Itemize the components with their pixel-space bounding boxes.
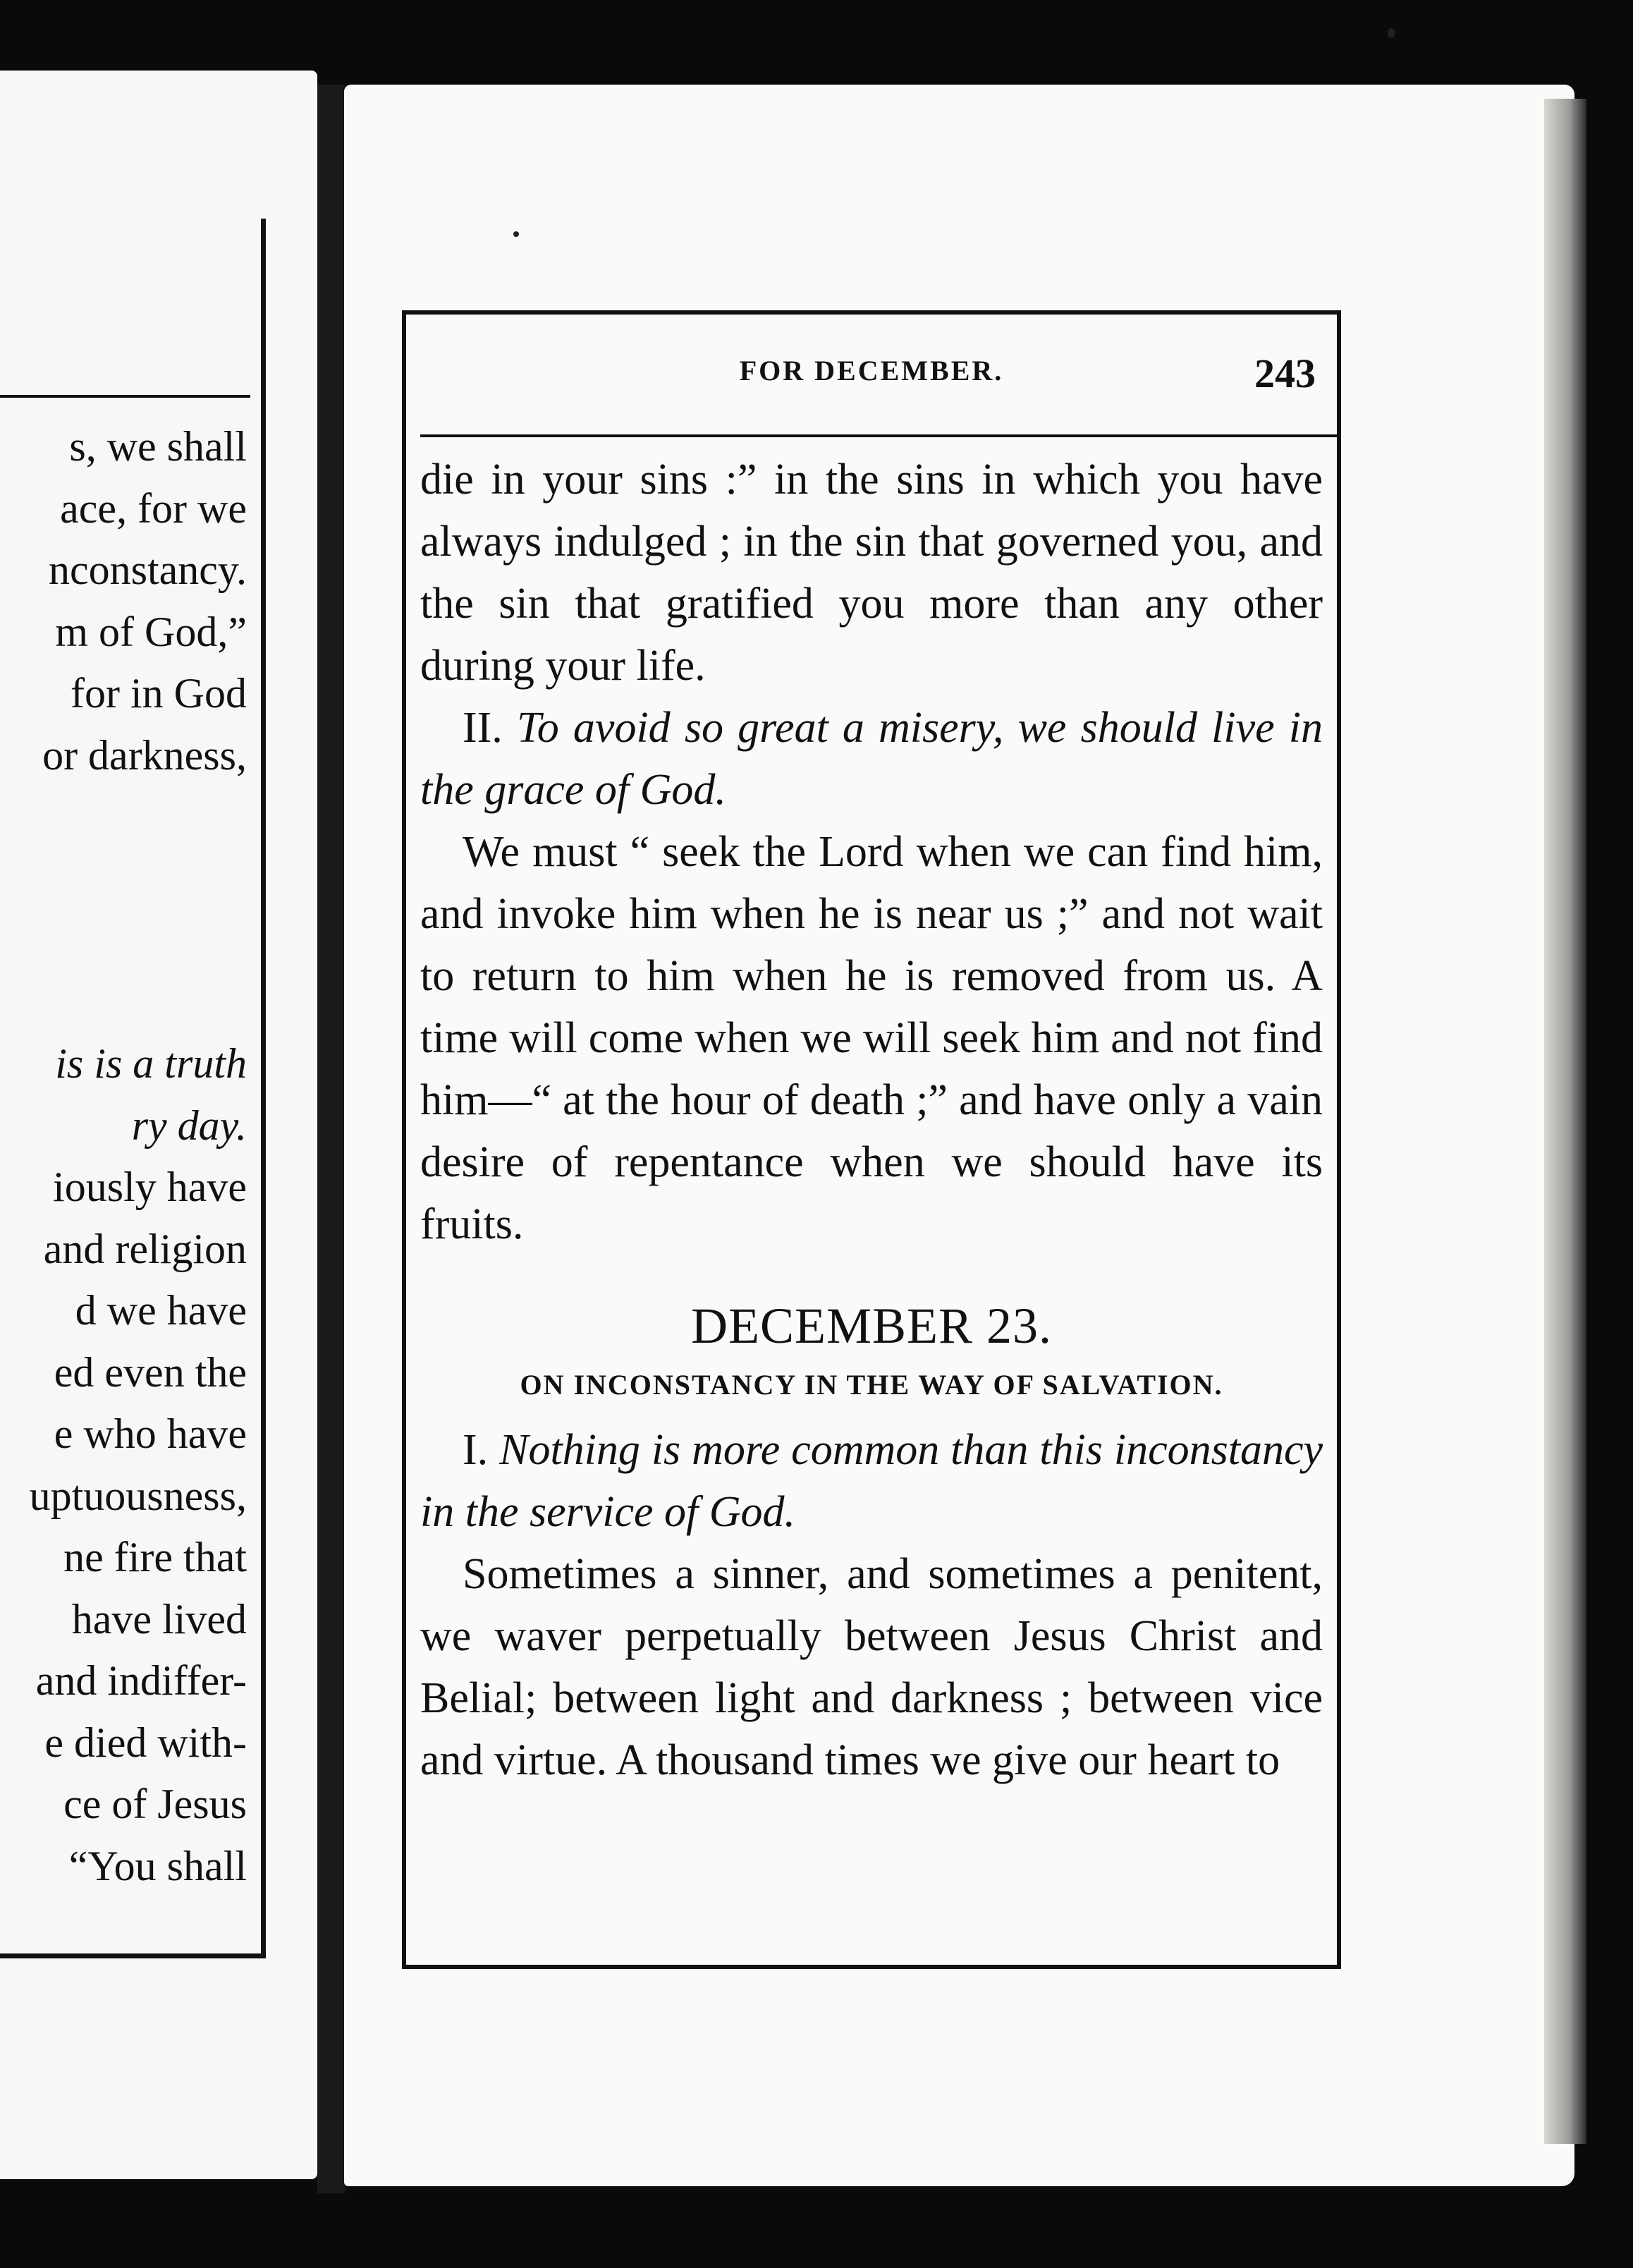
section-one-heading (420, 1419, 1323, 1543)
left-page-line: iously have (53, 1164, 247, 1210)
day-title: DECEMBER 23. (690, 1298, 1053, 1354)
left-page-line: ed even the (54, 1348, 247, 1396)
left-page-line: for in God (71, 670, 247, 717)
left-page-line: ry day. (131, 1102, 247, 1149)
paragraph-seek-the-lord: We must “ seek the Lord when we can find him, and invoke him when he is near us ;” and not wait to return to him when he is removed from us. A time will come when we will seek him and not find him—“ at the hour of death ;” and have only a vain desire of repentance when we should have its fruits. (420, 828, 1323, 1248)
meditation-subtitle: ON INCONSTANCY IN THE WAY OF SALVATION. (520, 1369, 1223, 1401)
left-page-line (0, 972, 247, 1034)
section-heading-italic: To avoid so great a misery, we should live in the grace of God. (420, 704, 1323, 814)
left-page-line: s, we shall (69, 423, 247, 470)
left-page-line: and religion (43, 1225, 247, 1272)
book-gutter (317, 85, 345, 2193)
left-page-line: have lived (71, 1595, 247, 1642)
section-number: II. (463, 704, 503, 752)
section-two-heading (420, 697, 1323, 821)
left-page-line: ce of Jesus (63, 1781, 247, 1827)
header-rule (420, 434, 1337, 437)
section-heading-italic: Nothing is more common than this inconstancy in the service of God. (420, 1426, 1323, 1536)
left-page-line: e who have (54, 1410, 247, 1457)
left-page-header-rule (0, 395, 250, 398)
left-page-text (0, 416, 247, 1897)
left-page-line: nconstancy. (48, 547, 247, 593)
left-page-line (0, 848, 247, 910)
page-body (420, 449, 1323, 1791)
left-page-line: ne fire that (63, 1534, 247, 1580)
left-page-line: uptuousness, (29, 1472, 247, 1519)
page-edge-shadow (1544, 99, 1586, 2144)
left-page-line: e died with- (44, 1719, 247, 1766)
left-page-line: ace, for we (60, 484, 247, 532)
left-page-line (0, 786, 247, 848)
left-page-line (0, 910, 247, 972)
left-page-line: or darkness, (42, 731, 247, 779)
left-page-line: m of God,” (55, 608, 247, 655)
running-title: FOR DECEMBER. (739, 355, 1004, 386)
paragraph-inconstancy: Sometimes a sinner, and sometimes a penitent, we waver perpetually between Jesus Christ and Belial; between light and darkness ; between vice and virtue. A thousand times we give our heart to (420, 1550, 1323, 1784)
scan-speck (513, 231, 519, 237)
scan-speck (1388, 28, 1395, 38)
left-page-line: “You shall (68, 1842, 247, 1889)
running-head (420, 350, 1323, 399)
paragraph-continuation: die in your sins :” in the sins in which you have always indulged ; in the sin that governed you, and the sin that gratified you more than any other during your life. (420, 456, 1323, 690)
left-page-line: d we have (75, 1287, 247, 1334)
left-page-line: is is a truth (55, 1040, 247, 1087)
page-number: 243 (1254, 350, 1316, 396)
page-frame (402, 310, 1341, 1969)
section-number: I. (463, 1426, 489, 1474)
left-page-line: and indiffer- (35, 1657, 247, 1704)
